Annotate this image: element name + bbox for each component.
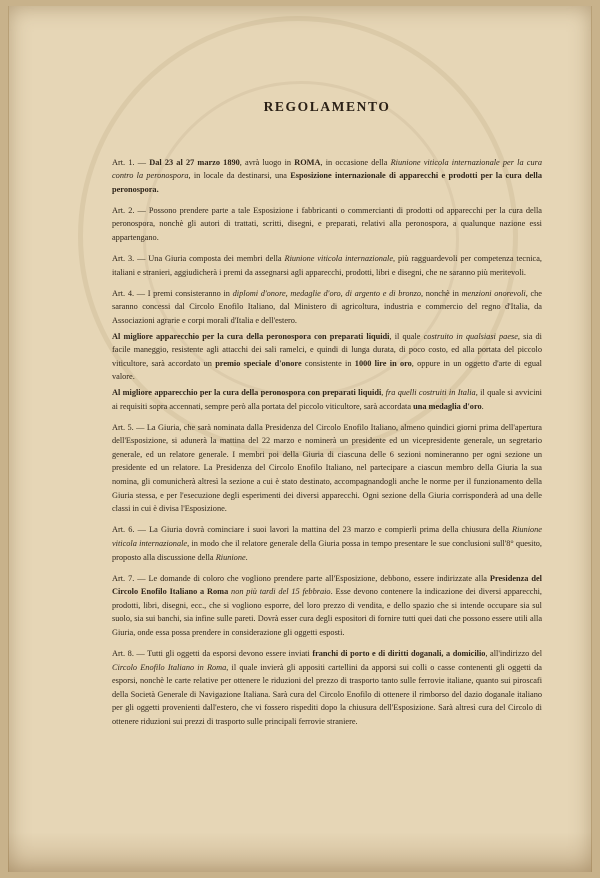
- article-5: Art. 5. — La Giuria, che sarà nominata dalla Presidenza del Circolo Enofilo Italiano, almeno quindici giorni prima dell'apertura dell'Esposizione, si adunerà la mattina del 22 marzo e nominerà un presidente ed un vicepresidente generale, un segretario generale, ed un relatore generale. I membri poi della Giuria di ciascuna delle 6 sezioni nomineranno per ogni sezione un presidente ed un relatore. La Presidenza del Circolo Enofilo Italiano, nel partecipare a ciascun membro della Giuria la sua nomina, gli comunicherà altresì la sezione a cui è stato destinato, accompagnandogli anche le norme per il funzionamento della Giuria stessa, e per l'esecuzione degli esperimenti dei diversi apparecchi. Ogni sezione della Giuria corrisponderà ad una delle classi in cui è divisa l'Esposizione.: [112, 422, 542, 514]
- article-4-prize-italy: Al migliore apparecchio per la cura della peronospora con preparati liquidi, fra quelli costruiti in Italia, il quale si avvicini ai requisiti sopra accennati, sempre però alla portata del piccolo viticultore, sarà accordata una medaglia d'oro.: [112, 388, 542, 411]
- document-page: [8, 6, 592, 872]
- article-2: Art. 2. — Possono prendere parte a tale Esposizione i fabbricanti o commercianti di prodotti od apparecchi per la cura della peronospora, nonchè gli autori di trattati, scritti, disegni, e preparati, relativi alla peronospora, a qualunque nazione essi appartengano.: [112, 205, 542, 243]
- article-7: Art. 7. — Le domande di coloro che vogliono prendere parte all'Esposizione, debbono, essere indirizzate alla Presidenza del Circolo Enofilo Italiano a Roma non più tardi del 15 febbraio. Esse devono contenere la indicazione dei diversi apparecchi, prodotti, libri, disegni, ecc., che si vogliono esporre, del loro prezzo di vendita, e dello spazio che si intende occupare sia sul suolo, sia sui banchi, sia infine sulle pareti. Dovrà esser cura degli espositori di fornire tutti quei dati che possono essere utili alla Giuria, onde essa possa prendere in considerazione gli oggetti esposti.: [112, 573, 542, 637]
- paper-stain: [8, 832, 592, 872]
- document-title: REGOLAMENTO: [263, 99, 391, 114]
- article-8: Art. 8. — Tutti gli oggetti da esporsi devono essere inviati franchi di porto e di diritti doganali, a domicilio, all'indirizzo del Circolo Enofilo Italiano in Roma, il quale invierà gli appositi cartellini da apporsi sui colli o casse contenenti gli oggetti da esporsi, nonchè le carte relative per ottenere le riduzioni del prezzo di trasporto tanto sulle ferrovie italiane, quanto sui piroscafi della Società Generale di Navigazione Italiana. Sarà cura del Circolo Enofilo di ottenere il rimborso del dazio doganale italiano per gli oggetti provenienti dall'estero, che vi fossero rispediti dopo la chiusura dell'Esposizione. Sarà altresì cura del Circolo di ottenere riduzioni sui prezzi di trasporto sulle principali ferrovie straniere.: [112, 649, 543, 727]
- article-4: Art. 4. — I premi consisteranno in diplomi d'onore, medaglie d'oro, di argento e di bronzo, nonchè in menzioni onorevoli, che saranno concessi dal Circolo Enofilo Italiano, dal Ministero di agricoltura, industria e commercio del regno d'Italia, da Associazioni agrarie e corpi morali d'Italia e dell'estero.: [112, 288, 542, 326]
- article-1: Art. 1. — Dal 23 al 27 marzo 1890, avrà luogo in ROMA, in occasione della Riunione viticola internazionale per la cura contro la peronospora, in locale da destinarsi, una Esposizione internazionale di apparecchi e prodotti per la cura della peronospora.: [112, 157, 542, 194]
- article-4-prize-special: Al migliore apparecchio per la cura della peronospora con preparati liquidi, il quale costruito in qualsiasi paese, sia di facile maneggio, resistente agli attacchi dei sali ramelci, e quindi di lunga durata, di poco costo, ed alla portata del piccolo viticultore, sarà accordato un premio speciale d'onore consistente in 1000 lire in oro, oppure in un oggetto d'arte di egual valore.: [112, 331, 542, 382]
- document-body: [112, 100, 542, 736]
- article-6: Art. 6. — La Giuria dovrà cominciare i suoi lavori la mattina del 23 marzo e compierli prima della chiusura della Riunione viticola internazionale, in modo che il relatore generale della Giuria possa in tempo presentare le sue conclusioni sull'8° quesito, proposto alla discussione della Riunione.: [112, 525, 542, 562]
- article-3: Art. 3. — Una Giuria composta dei membri della Riunione viticola internazionale, più ragguardevoli per competenza tecnica, italiani e stranieri, aggiudicherà i premi da assegnarsi agli apparecchi, prodotti, libri e disegni, che ne saranno più meritevoli.: [112, 254, 542, 277]
